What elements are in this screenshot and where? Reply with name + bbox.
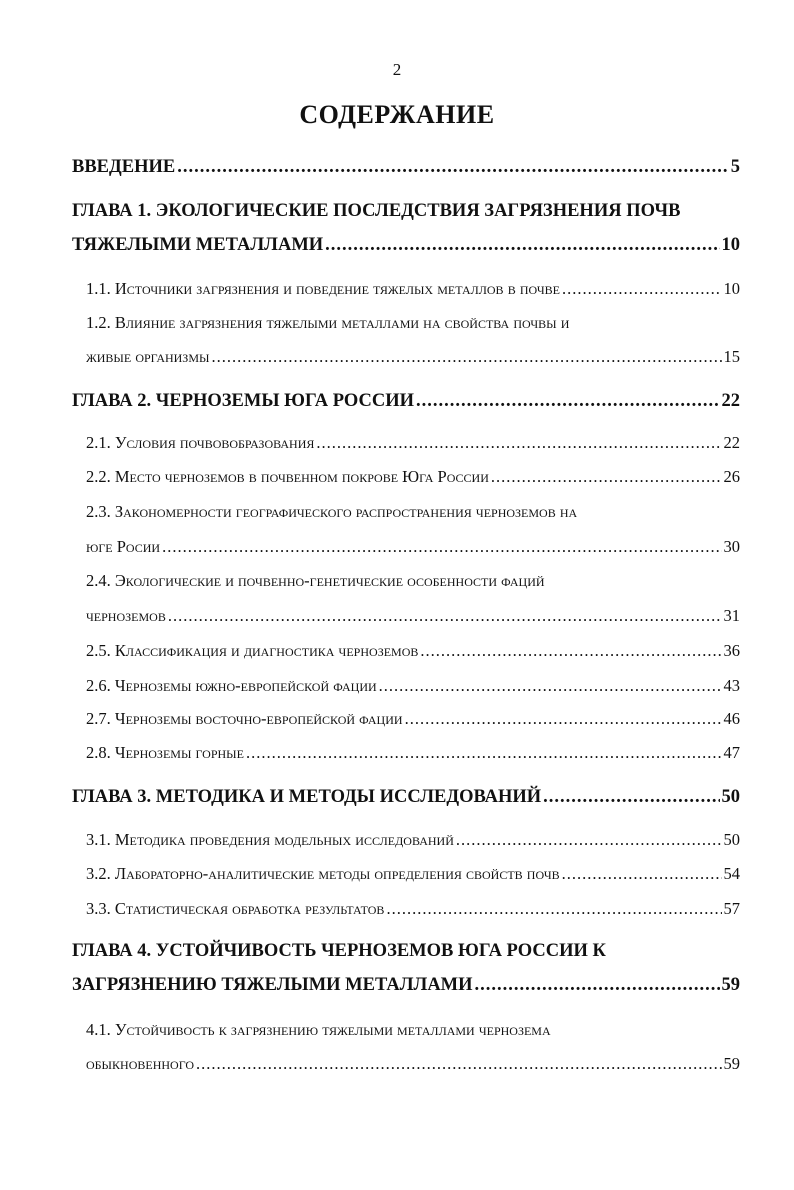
leader-dots bbox=[456, 827, 722, 853]
toc-entry-chapter-4-line-1[interactable]: ГЛАВА 4. УСТОЙЧИВОСТЬ ЧЕРНОЗЕМОВ ЮГА РОССИИ К bbox=[72, 941, 606, 961]
toc-entry-page: 15 bbox=[723, 347, 740, 366]
page-number: 2 bbox=[392, 60, 402, 79]
toc-entry-page: 10 bbox=[723, 279, 740, 298]
leader-dots bbox=[475, 972, 720, 998]
toc-entry-label: черноземов bbox=[86, 606, 166, 625]
toc-entry-section-2-5[interactable] bbox=[86, 638, 740, 664]
toc-entry-page: 22 bbox=[721, 391, 740, 411]
leader-dots bbox=[562, 276, 722, 302]
leader-dots bbox=[168, 603, 722, 629]
toc-entry-label: 2.7. Черноземы восточно-европейской фации bbox=[86, 709, 403, 728]
leader-dots bbox=[416, 388, 719, 414]
toc-entry-section-2-3[interactable] bbox=[86, 534, 740, 560]
leader-dots bbox=[543, 784, 719, 810]
leader-dots bbox=[196, 1051, 722, 1077]
toc-entry-section-3-3[interactable] bbox=[86, 896, 740, 922]
toc-entry-chapter-3[interactable] bbox=[72, 784, 740, 810]
toc-entry-section-4-1[interactable] bbox=[86, 1051, 740, 1077]
toc-entry-page: 59 bbox=[723, 1054, 740, 1073]
leader-dots bbox=[491, 464, 722, 490]
toc-entry-label: 3.1. Методика проведения модельных исследований bbox=[86, 830, 454, 849]
leader-dots bbox=[325, 232, 719, 258]
toc-entry-label: 2.2. Место черноземов в почвенном покрове Юга России bbox=[86, 467, 489, 486]
leader-dots bbox=[246, 740, 722, 766]
toc-entry-section-1-1[interactable] bbox=[86, 276, 740, 302]
toc-entry-page: 26 bbox=[723, 467, 740, 486]
toc-entry-section-2-4-line-1[interactable]: 2.4. Экологические и почвенно-генетические особенности фаций bbox=[86, 571, 545, 590]
toc-entry-section-3-1[interactable] bbox=[86, 827, 740, 853]
toc-entry-page: 43 bbox=[723, 676, 740, 695]
toc-entry-page: 30 bbox=[723, 537, 740, 556]
toc-entry-label: обыкновенного bbox=[86, 1054, 194, 1073]
toc-entry-page: 31 bbox=[723, 606, 740, 625]
leader-dots bbox=[316, 430, 721, 456]
toc-entry-page: 57 bbox=[723, 899, 740, 918]
leader-dots bbox=[562, 861, 722, 887]
toc-entry-section-1-2-line-1[interactable]: 1.2. Влияние загрязнения тяжелыми металлами на свойства почвы и bbox=[86, 313, 570, 332]
toc-entry-page: 10 bbox=[721, 235, 740, 255]
toc-entry-page: 46 bbox=[723, 709, 740, 728]
toc-entry-section-2-1[interactable] bbox=[86, 430, 740, 456]
toc-entry-label: 2.8. Черноземы горные bbox=[86, 743, 244, 762]
leader-dots bbox=[386, 896, 721, 922]
toc-entry-label: ГЛАВА 2. ЧЕРНОЗЕМЫ ЮГА РОССИИ bbox=[72, 391, 415, 411]
toc-entry-section-4-1-line-1[interactable]: 4.1. Устойчивость к загрязнению тяжелыми металлами чернозема bbox=[86, 1020, 551, 1039]
toc-entry-label: ТЯЖЕЛЫМИ МЕТАЛЛАМИ bbox=[72, 235, 324, 255]
toc-entry-chapter-1-line-1[interactable]: ГЛАВА 1. ЭКОЛОГИЧЕСКИЕ ПОСЛЕДСТВИЯ ЗАГРЯЗНЕНИЯ ПОЧВ bbox=[72, 201, 681, 221]
leader-dots bbox=[177, 154, 729, 180]
toc-entry-label: ВВЕДЕНИЕ bbox=[72, 157, 176, 177]
toc-entry-chapter-2[interactable] bbox=[72, 388, 740, 414]
toc-entry-label: 2.1. Условия почвовобразования bbox=[86, 433, 315, 452]
toc-entry-label: живые организмы bbox=[86, 347, 210, 366]
toc-entry-section-1-2[interactable] bbox=[86, 344, 740, 370]
toc-entry-label: 3.2. Лабораторно-аналитические методы определения свойств почв bbox=[86, 864, 560, 883]
leader-dots bbox=[162, 534, 721, 560]
toc-entry-label: юге Росии bbox=[86, 537, 161, 556]
leader-dots bbox=[420, 638, 721, 664]
toc-entry-page: 59 bbox=[721, 975, 740, 995]
toc-entry-label: 2.6. Черноземы южно-европейской фации bbox=[86, 676, 377, 695]
leader-dots bbox=[211, 344, 721, 370]
toc-entry-introduction[interactable] bbox=[72, 154, 740, 180]
toc-entry-section-2-4[interactable] bbox=[86, 603, 740, 629]
toc-entry-section-2-8[interactable] bbox=[86, 740, 740, 766]
toc-entry-label: ГЛАВА 3. МЕТОДИКА И МЕТОДЫ ИССЛЕДОВАНИЙ bbox=[72, 787, 542, 807]
toc-entry-label: 1.1. Источники загрязнения и поведение тяжелых металлов в почве bbox=[86, 279, 560, 298]
toc-entry-label: ЗАГРЯЗНЕНИЮ ТЯЖЕЛЫМИ МЕТАЛЛАМИ bbox=[72, 975, 473, 995]
toc-entry-page: 5 bbox=[730, 157, 740, 177]
toc-entry-page: 50 bbox=[723, 830, 740, 849]
toc-entry-page: 22 bbox=[723, 433, 740, 452]
toc-entry-section-3-2[interactable] bbox=[86, 861, 740, 887]
page-title: СОДЕРЖАНИЕ bbox=[299, 100, 495, 129]
toc-entry-page: 47 bbox=[723, 743, 740, 762]
leader-dots bbox=[379, 673, 722, 699]
toc-entry-section-2-6[interactable] bbox=[86, 673, 740, 699]
toc-entry-page: 36 bbox=[723, 641, 740, 660]
toc-entry-section-2-3-line-1[interactable]: 2.3. Закономерности географического распространения черноземов на bbox=[86, 502, 578, 521]
toc-entry-label: 3.3. Статистическая обработка результатов bbox=[86, 899, 385, 918]
toc-entry-section-2-7[interactable] bbox=[86, 706, 740, 732]
toc-entry-chapter-4[interactable] bbox=[72, 972, 740, 998]
leader-dots bbox=[405, 706, 722, 732]
toc-entry-label: 2.5. Классификация и диагностика черноземов bbox=[86, 641, 419, 660]
toc-entry-page: 50 bbox=[721, 787, 740, 807]
toc-entry-chapter-1[interactable] bbox=[72, 232, 740, 258]
toc-entry-section-2-2[interactable] bbox=[86, 464, 740, 490]
toc-entry-page: 54 bbox=[723, 864, 740, 883]
